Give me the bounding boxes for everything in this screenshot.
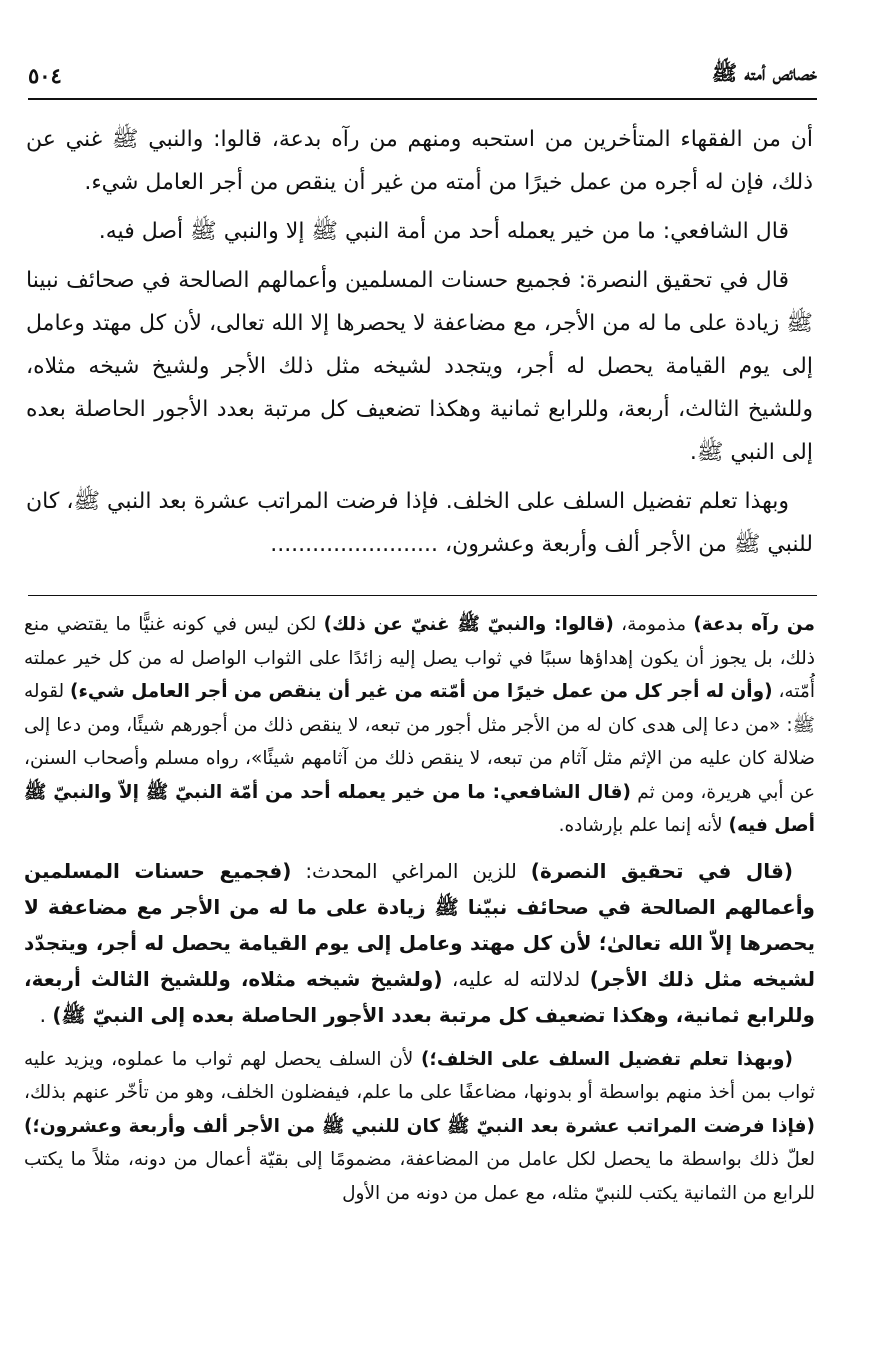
commentary-paragraph-3 [24, 1043, 815, 1211]
commentary-text: لقوله ﷺ: «من دعا إلى هدى كان له من الأجر مثل أجور من تبعه، لا ينقص ذلك من أجورهم شيئًا، ومن دعا إلى ضلالة كان عليه من الإثم مثل آثام من تبعه، لا ينقص ذلك من آثامهم شيئًا»، رواه مسلم وأصحاب السنن، عن أبي هريرة، ومن ثم [24, 681, 815, 803]
main-paragraph-3: قال في تحقيق النصرة: فجميع حسنات المسلمين وأعمالهم الصالحة في صحائف نبينا ﷺ زيادة على ما له من الأجر، مع مضاعفة لا يحصرها إلا الله تعالى، لأن كل مهتد وعامل إلى يوم القيامة يحصل له أجر، ويتجدد لشيخه مثل ذلك الأجر ولشيخ شيخه مثلاه، وللشيخ الثالث، أربعة، وللرابع ثمانية وهكذا تضعيف كل مرتبة بعدد الأجور الحاصلة بعده إلى النبي ﷺ. [26, 268, 813, 465]
page-header [28, 58, 817, 92]
header-divider [28, 98, 817, 100]
main-paragraph-2: قال الشافعي: ما من خير يعمله أحد من أمة النبي ﷺ إلا والنبي ﷺ أصل فيه. [98, 219, 789, 244]
commentary-text: لدلالته له عليه، [442, 966, 590, 991]
commentary-text: لأن السلف يحصل لهم ثواب ما عملوه، ويزيد عليه ثواب بمن أخذ منهم بواسطة أو بدونها، مضاعفًا على ما علم، فيفضلون الخلف، وهو من تأخّر عنهم بذلك، [24, 1048, 815, 1103]
quoted-text: (فجميع حسنات المسلمين وأعمالهم الصالحة في صحائف نبيّنا ﷺ زيادة على ما له من الأجر مع مضاعفة لا يحصرها إلاّ الله تعالىٰ؛ لأن كل مهتد وعامل إلى يوم القيامة يحصل له أجر، ويتجدّد لشيخه مثل ذلك الأجر) [24, 858, 815, 991]
quoted-text: (وبهذا تعلم تفضيل السلف على الخلف؛) [421, 1048, 793, 1070]
main-text [26, 118, 813, 572]
commentary-text: لعلّ ذلك بواسطة ما يحصل لكل عامل من المضاعفة، مضمومًا إلى بقيّة أعمال من دونه، مثلاً ما يكتب للرابع من الثمانية يكتب للنبيّ مثله، مع عمل من دونه من الأول [24, 1149, 815, 1204]
running-title: خصائص أمته ﷺ [711, 59, 817, 85]
quoted-text: (قال في تحقيق النصرة) [530, 858, 793, 883]
main-paragraph-4 [26, 480, 813, 566]
commentary-divider [28, 595, 817, 596]
commentary-text: لكن ليس في كونه غنيًّا ما يقتضي منع ذلك، بل يجوز أن يكون إهداؤها سببًا في ثواب يصل إليه زائدًا على الثواب الواصل له من كل خير عملته أُمّته، [24, 614, 815, 702]
continuation-dots: ........................ [270, 532, 439, 557]
quoted-text: (فإذا فرضت المراتب عشرة بعد النبيّ ﷺ كان للنبي ﷺ من الأجر ألف وأربعة وعشرون؛) [24, 1115, 815, 1137]
commentary-paragraph-1 [24, 608, 815, 843]
commentary-text: للزين المراغي المحدث: [291, 858, 531, 883]
commentary [24, 608, 815, 1220]
main-paragraph-1: أن من الفقهاء المتأخرين من استحبه ومنهم من رآه بدعة، قالوا: والنبي ﷺ غني عن ذلك، فإن له أجره من عمل خيرًا من أمته من غير أن ينقص من أجر العامل شيء. [26, 127, 813, 195]
quoted-text: (وأن له أجر كل من عمل خيرًا من أمّته من غير أن ينقص من أجر العامل شيء) [70, 681, 773, 702]
page-number: ٥٠٤ [28, 62, 62, 88]
quoted-text: (ولشيخ شيخه مثلاه، وللشيخ الثالث أربعة، وللرابع ثمانية، وهكذا تضعيف كل مرتبة بعدد الأجور الحاصلة بعده إلى النبيّ ﷺ) [24, 966, 815, 1027]
commentary-text: . [39, 1002, 53, 1027]
quoted-text: (قال الشافعي: ما من خير يعمله أحد من أمّة النبيّ ﷺ إلاّ والنبيّ ﷺ أصل فيه) [24, 781, 815, 836]
main-paragraph-4-text: وبهذا تعلم تفضيل السلف على الخلف. فإذا فرضت المراتب عشرة بعد النبي ﷺ، كان للنبي ﷺ من الأجر ألف وأربعة وعشرون، [26, 489, 813, 557]
quoted-text: من رآه بدعة) [693, 614, 815, 635]
commentary-text: مذمومة، [613, 614, 694, 635]
commentary-paragraph-2 [24, 853, 815, 1033]
quoted-text: (قالوا: والنبيّ ﷺ غنيّ عن ذلك) [323, 614, 614, 635]
commentary-text: لأنه إنما علم بإرشاده. [558, 815, 729, 836]
